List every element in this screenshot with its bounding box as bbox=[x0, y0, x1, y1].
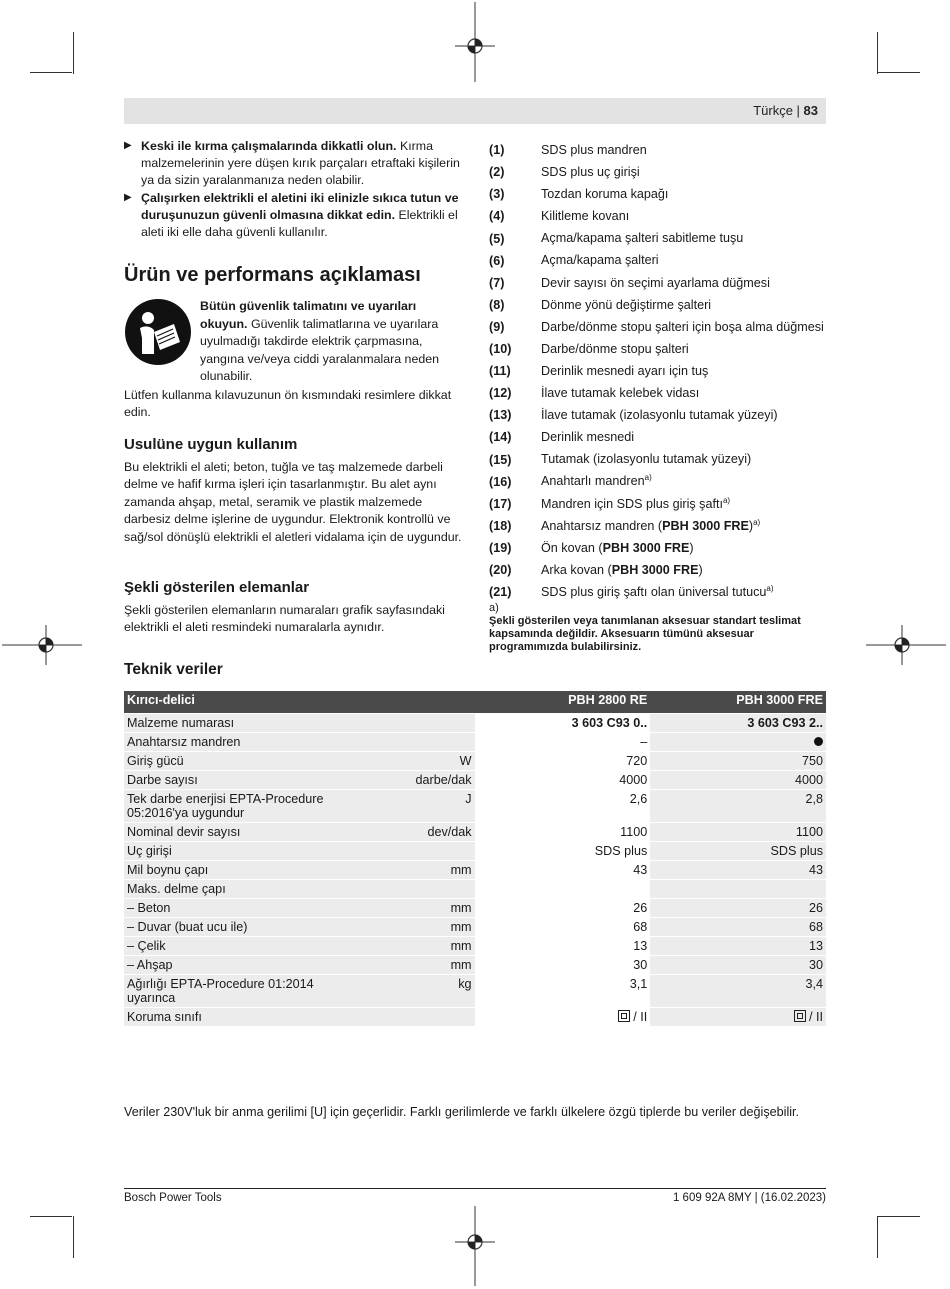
table-cell: SDS plus bbox=[475, 842, 651, 861]
part-footnote-mark: a) bbox=[722, 495, 731, 505]
table-cell: 26 bbox=[475, 899, 651, 918]
part-item bbox=[489, 425, 826, 447]
table-cell: Mil boynu çapı bbox=[124, 861, 344, 880]
part-label: Anahtarsız mandren ( bbox=[541, 518, 663, 533]
figures-note: Lütfen kullanma kılavuzunun ön kısmındaki resimlere dikkat edin. bbox=[124, 388, 452, 419]
part-item bbox=[489, 182, 826, 204]
table-cell: Uç girişi bbox=[124, 842, 344, 861]
part-label: Darbe/dönme stopu şalteri için boşa alma düğmesi bbox=[541, 319, 824, 334]
part-label: SDS plus uç girişi bbox=[541, 165, 640, 180]
table-cell: Tek darbe enerjisi EPTA-Procedure 05:2016'ya uygundur bbox=[124, 790, 344, 823]
crop-mark bbox=[878, 72, 920, 73]
part-label: Ön kovan ( bbox=[541, 540, 603, 555]
footer-brand: Bosch Power Tools bbox=[124, 1192, 222, 1204]
table-cell: 3 603 C93 2.. bbox=[650, 714, 826, 733]
tech-note: Veriler 230V'luk bir anma gerilimi [U] için geçerlidir. Farklı gerilimlerde ve farklı ülkelere özgü tiplerde bu veriler değişebilir. bbox=[124, 1105, 800, 1119]
part-number: (1) bbox=[489, 143, 505, 158]
bullet-arrow-icon: ▶ bbox=[124, 140, 132, 151]
part-label: Arka kovan ( bbox=[541, 562, 612, 577]
part-label: Derinlik mesnedi bbox=[541, 430, 635, 445]
part-item bbox=[489, 248, 826, 270]
crop-mark bbox=[878, 1216, 920, 1217]
table-row bbox=[124, 1008, 826, 1027]
registration-mark-icon bbox=[455, 2, 495, 82]
protection-class-icon bbox=[618, 1010, 630, 1022]
part-number: (12) bbox=[489, 386, 512, 401]
part-number: (16) bbox=[489, 474, 512, 489]
table-row bbox=[124, 956, 826, 975]
part-label: Açma/kapama şalteri sabitleme tuşu bbox=[541, 231, 744, 246]
part-item bbox=[489, 447, 826, 469]
part-number: (14) bbox=[489, 430, 512, 445]
part-number: (5) bbox=[489, 231, 505, 246]
table-cell: 1100 bbox=[475, 823, 651, 842]
intended-use-section bbox=[124, 436, 464, 546]
part-footnote-mark: a) bbox=[766, 583, 774, 593]
table-cell: SDS plus bbox=[650, 842, 826, 861]
table-cell: 26 bbox=[650, 899, 826, 918]
safety-bullet: ▶ Çalışırken elektrikli el aletini iki elinizle sıkıca tutun ve duruşunuzun güvenli olmasına dikkat edin. Elektrikli el aleti iki elle daha güvenli kullanılır. bbox=[124, 191, 459, 239]
table-cell bbox=[344, 842, 475, 861]
part-number: (19) bbox=[489, 540, 512, 555]
footer-divider bbox=[124, 1188, 826, 1189]
registration-mark-icon bbox=[455, 1206, 495, 1286]
table-cell: 30 bbox=[650, 956, 826, 975]
table-cell: 2,6 bbox=[475, 790, 651, 823]
table-row bbox=[124, 733, 826, 752]
table-cell-value: / II bbox=[809, 1010, 823, 1024]
part-item bbox=[489, 492, 826, 514]
crop-mark bbox=[30, 1216, 72, 1217]
table-cell: dev/dak bbox=[344, 823, 475, 842]
table-cell: 68 bbox=[650, 918, 826, 937]
table-cell bbox=[475, 880, 651, 899]
part-number: (2) bbox=[489, 165, 505, 180]
part-item bbox=[489, 558, 826, 580]
safety-bullet: ▶ Keski ile kırma çalışmalarında dikkatli olun. Kırma malzemelerinin yere düşen kırık parçaları etraftaki kişilerin ya da sizin yaralanmanıza neden olabilir. bbox=[124, 139, 460, 187]
header-language: Türkçe bbox=[753, 103, 793, 118]
part-item bbox=[489, 403, 826, 425]
section-title: Ürün ve performans açıklaması bbox=[124, 264, 421, 286]
crop-mark bbox=[73, 32, 74, 74]
table-cell bbox=[650, 1008, 826, 1027]
table-cell bbox=[650, 733, 826, 752]
table-row bbox=[124, 861, 826, 880]
table-cell: Maks. delme çapı bbox=[124, 880, 344, 899]
part-item bbox=[489, 293, 826, 315]
part-item bbox=[489, 226, 826, 248]
part-label: İlave tutamak (izolasyonlu tutamak yüzeyi) bbox=[541, 408, 778, 423]
table-cell bbox=[344, 714, 475, 733]
table-row bbox=[124, 880, 826, 899]
table-cell: 750 bbox=[650, 752, 826, 771]
part-label: Darbe/dönme stopu şalteri bbox=[541, 342, 689, 357]
table-cell: 43 bbox=[475, 861, 651, 880]
table-cell: mm bbox=[344, 956, 475, 975]
table-cell: kg bbox=[344, 975, 475, 1008]
table-cell-value: / II bbox=[633, 1010, 648, 1024]
part-label-tail: ) bbox=[748, 518, 754, 533]
components-section bbox=[124, 579, 464, 637]
table-cell: W bbox=[344, 752, 475, 771]
table-cell: Malzeme numarası bbox=[124, 714, 344, 733]
table-row bbox=[124, 975, 826, 1008]
table-cell: 13 bbox=[475, 937, 651, 956]
table-cell: Anahtarsız mandren bbox=[124, 733, 344, 752]
table-row bbox=[124, 918, 826, 937]
part-number: (6) bbox=[489, 253, 505, 268]
table-header-cell: Kırıcı-delici bbox=[124, 691, 344, 714]
part-number: (18) bbox=[489, 518, 512, 533]
page-number: 83 bbox=[803, 103, 818, 118]
part-label-bold: PBH 3000 FRE bbox=[662, 518, 749, 533]
table-cell: Nominal devir sayısı bbox=[124, 823, 344, 842]
part-item bbox=[489, 381, 826, 403]
bullet-arrow-icon: ▶ bbox=[124, 192, 132, 204]
table-row bbox=[124, 714, 826, 733]
part-label: Mandren için SDS plus giriş şaftı bbox=[541, 496, 723, 511]
footnote bbox=[489, 602, 826, 654]
part-number: (4) bbox=[489, 209, 505, 224]
part-label-tail: ) bbox=[698, 562, 703, 577]
part-label: Kilitleme kovanı bbox=[541, 209, 630, 224]
table-cell: – Duvar (buat ucu ile) bbox=[124, 918, 344, 937]
registration-mark-icon bbox=[866, 625, 946, 665]
part-item bbox=[489, 204, 826, 226]
table-cell: 43 bbox=[650, 861, 826, 880]
part-item bbox=[489, 138, 826, 160]
part-item bbox=[489, 315, 826, 337]
warning-text: Bütün güvenlik talimatını ve uyarıları okuyun. Güvenlik talimatlarına ve uyarılara uyulmadığı takdirde elektrik çarpmasına, yangına ve/veya ciddi yaralanmalara neden olunabilir. bbox=[200, 299, 440, 383]
table-cell: mm bbox=[344, 937, 475, 956]
table-cell bbox=[650, 880, 826, 899]
part-item bbox=[489, 536, 826, 558]
part-number: (3) bbox=[489, 187, 505, 202]
part-number: (7) bbox=[489, 275, 505, 290]
intended-use-text: Bu elektrikli el aleti; beton, tuğla ve taş malzemede darbeli delme ve hafif kırma işleri için tasarlanmıştır. Bu alet aynı zamanda ahşap, metal, seramik ve plastik malzemede darbesiz delme işlerine de uygundur. Elektronik kontrollü ve sağ/sol dönüşlü elektrikli el aletleri vidalama için de uygundur. bbox=[124, 460, 462, 544]
table-row bbox=[124, 823, 826, 842]
table-cell: 1100 bbox=[650, 823, 826, 842]
part-footnote-mark: a) bbox=[753, 517, 761, 527]
table-header-row bbox=[124, 691, 826, 714]
part-label: SDS plus mandren bbox=[541, 143, 647, 158]
footnote-mark: a) bbox=[489, 602, 499, 614]
table-cell: – Beton bbox=[124, 899, 344, 918]
table-cell: 4000 bbox=[650, 771, 826, 790]
table-cell: 30 bbox=[475, 956, 651, 975]
part-label: Devir sayısı ön seçimi ayarlama düğmesi bbox=[541, 275, 770, 290]
protection-class-icon bbox=[794, 1010, 806, 1022]
table-row bbox=[124, 752, 826, 771]
table-cell: – Çelik bbox=[124, 937, 344, 956]
part-item bbox=[489, 160, 826, 182]
part-number: (8) bbox=[489, 297, 505, 312]
registration-mark-icon bbox=[2, 625, 82, 665]
part-label-bold: PBH 3000 FRE bbox=[611, 562, 699, 577]
table-cell: Darbe sayısı bbox=[124, 771, 344, 790]
part-label-bold: PBH 3000 FRE bbox=[602, 540, 690, 555]
part-number: (15) bbox=[489, 452, 512, 467]
intended-use-title: Usulüne uygun kullanım bbox=[124, 436, 298, 453]
table-cell bbox=[344, 733, 475, 752]
part-number: (20) bbox=[489, 562, 512, 577]
part-label: Açma/kapama şalteri bbox=[541, 253, 659, 268]
table-cell bbox=[344, 880, 475, 899]
part-footnote-mark: a) bbox=[644, 473, 652, 483]
part-item bbox=[489, 359, 826, 381]
left-column bbox=[124, 138, 464, 243]
crop-mark bbox=[73, 1216, 74, 1258]
part-number: (21) bbox=[489, 585, 512, 600]
read-manual-icon bbox=[124, 298, 192, 366]
table-cell: 68 bbox=[475, 918, 651, 937]
footer-doc-number: 1 609 92A 8MY | (16.02.2023) bbox=[672, 1192, 826, 1204]
table-cell: Giriş gücü bbox=[124, 752, 344, 771]
table-header-cell: PBH 3000 FRE bbox=[650, 691, 826, 714]
part-number: (10) bbox=[489, 342, 512, 357]
part-number: (9) bbox=[489, 319, 505, 334]
part-label: İlave tutamak kelebek vidası bbox=[541, 386, 700, 401]
table-row bbox=[124, 937, 826, 956]
part-item bbox=[489, 514, 826, 536]
part-item bbox=[489, 271, 826, 293]
table-cell: 3,4 bbox=[650, 975, 826, 1008]
table-cell bbox=[344, 1008, 475, 1027]
table-cell: 4000 bbox=[475, 771, 651, 790]
table-row bbox=[124, 790, 826, 823]
part-label: Tozdan koruma kapağı bbox=[541, 187, 669, 202]
part-label-tail: ) bbox=[689, 540, 694, 555]
part-number: (17) bbox=[489, 496, 512, 511]
table-cell: darbe/dak bbox=[344, 771, 475, 790]
table-row bbox=[124, 771, 826, 790]
table-cell: J bbox=[344, 790, 475, 823]
part-label: Tutamak (izolasyonlu tutamak yüzeyi) bbox=[541, 452, 752, 467]
components-text: Şekli gösterilen elemanların numaraları grafik sayfasındaki elektrikli el aleti resmindeki numaralarla aynıdır. bbox=[124, 603, 445, 635]
table-cell: 13 bbox=[650, 937, 826, 956]
part-item bbox=[489, 469, 826, 491]
tech-data-table bbox=[124, 691, 826, 1027]
table-cell: 720 bbox=[475, 752, 651, 771]
parts-list bbox=[489, 138, 826, 602]
crop-mark bbox=[877, 32, 878, 74]
part-number: (13) bbox=[489, 408, 512, 423]
table-cell: 3 603 C93 0.. bbox=[475, 714, 651, 733]
page-header: Türkçe | 83 bbox=[124, 98, 826, 124]
table-header-cell: PBH 2800 RE bbox=[475, 691, 651, 714]
table-row bbox=[124, 899, 826, 918]
table-header-cell bbox=[344, 691, 475, 714]
part-item bbox=[489, 580, 826, 602]
crop-mark bbox=[30, 72, 72, 73]
footnote-text: Şekli gösterilen veya tanımlanan aksesuar standart teslimat kapsamında değildir. Aksesuarın tümünü aksesuar programımızda bulabilirsiniz. bbox=[489, 615, 801, 653]
table-cell: 3,1 bbox=[475, 975, 651, 1008]
table-cell-value bbox=[823, 735, 824, 736]
components-title: Şekli gösterilen elemanlar bbox=[124, 579, 310, 596]
table-cell: Ağırlığı EPTA-Procedure 01:2014 uyarınca bbox=[124, 975, 344, 1008]
part-item bbox=[489, 337, 826, 359]
part-label: Derinlik mesnedi ayarı için tuş bbox=[541, 364, 709, 379]
tech-title: Teknik veriler bbox=[124, 661, 223, 678]
filled-dot-icon bbox=[814, 737, 823, 746]
part-label: SDS plus giriş şaftı olan üniversal tutucu bbox=[541, 585, 767, 600]
crop-mark bbox=[877, 1216, 878, 1258]
table-cell: – Ahşap bbox=[124, 956, 344, 975]
table-cell: mm bbox=[344, 918, 475, 937]
table-cell: 2,8 bbox=[650, 790, 826, 823]
table-cell: mm bbox=[344, 899, 475, 918]
table-cell: Koruma sınıfı bbox=[124, 1008, 344, 1027]
table-row bbox=[124, 842, 826, 861]
part-number: (11) bbox=[489, 364, 511, 379]
table-cell: mm bbox=[344, 861, 475, 880]
table-cell: – bbox=[475, 733, 651, 752]
table-cell bbox=[475, 1008, 651, 1027]
part-label: Dönme yönü değiştirme şalteri bbox=[541, 297, 712, 312]
part-label: Anahtarlı mandren bbox=[541, 474, 645, 489]
